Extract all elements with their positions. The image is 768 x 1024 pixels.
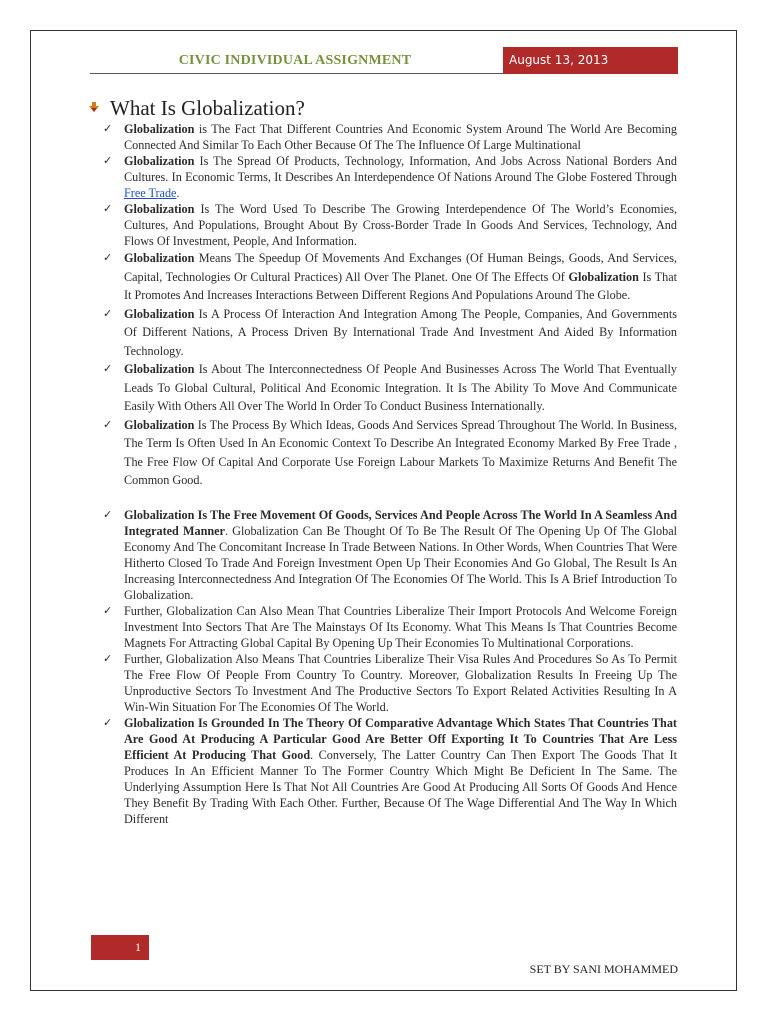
term: Globalization (124, 122, 195, 136)
list-item (103, 153, 677, 201)
term: Globalization Is The Free Movement Of Goods, Services And People Across The World In A Seamless And Integrated Manner (124, 507, 677, 538)
list-item (103, 651, 677, 715)
document-body (103, 121, 677, 827)
header-title: CIVIC INDIVIDUAL ASSIGNMENT (178, 53, 412, 68)
item-text: Is That It Promotes And Increases Interactions Between Different Regions And Populations Around The Globe. (124, 269, 677, 302)
check-icon: ✓ (103, 306, 113, 320)
item-text: Is The Spread Of Products, Technology, Information, And Jobs Across National Borders And Cultures. In Economic Terms, It Describes An Interdependence Of Nations Around The Globe Fostered Through (124, 154, 677, 184)
list-item (103, 416, 677, 490)
list-item (103, 249, 677, 305)
item-text: . Globalization Can Be Thought Of To Be The Result Of The Opening Up Of The Global Economy And The Concomitant Increase In Trade Between Nations. In Other Words, When Countries That Were Hitherto Closed To Trade And Foreign Investment Open Up Their Economies And Go Global, The Result Is An Increasing Interconnectedness And Integration Of The Economies Of The World. This Is A Brief Introduction To Globalization. (124, 523, 677, 602)
check-icon: ✓ (103, 417, 113, 431)
footer-author: SET BY SANI MOHAMMED (529, 962, 678, 976)
list-item (103, 201, 677, 249)
item-text: . Conversely, The Latter Country Can Then Export The Goods That It Produces In An Efficient Manner To The Former Country Which Might Be Deficient In The Same. The Underlying Assumption Here Is That Not All Countries Are Good At Producing All Sorts Of Goods And Hence They Benefit By Trading With Each Other. Further, Because Of The Wage Differential And The Way In Which Different (124, 747, 677, 826)
check-icon: ✓ (103, 715, 113, 729)
item-text: Is The Process By Which Ideas, Goods And Services Spread Throughout The World. In Business, The Term Is Often Used In An Economic Context To Describe An Integrated Economy Marked By Free Trade , The Free Flow Of Capital And Corporate Use Foreign Labour Markets To Maximize Returns And Benefit The Common Good. (124, 417, 677, 487)
check-icon: ✓ (103, 651, 113, 665)
header-rule (90, 73, 505, 74)
term: Globalization (124, 306, 195, 321)
list-item (103, 360, 677, 416)
list-item (103, 305, 677, 361)
page-number: 1 (91, 935, 149, 960)
check-icon: ✓ (103, 122, 113, 135)
check-icon: ✓ (103, 507, 113, 521)
item-text: Is The Word Used To Describe The Growing Interdependence Of The World’s Economies, Cultures, And Populations, Brought About By Cross-Border Trade In Goods And Services, Technology, And Flows Of Investment, People, And Information. (124, 202, 677, 248)
item-text: Further, Globalization Also Means That Countries Liberalize Their Visa Rules And Procedures So As To Permit The Free Flow Of People From Country To Country. Moreover, Globalization Results In Freeing Up The Unproductive Sectors To Investment And The Productive Sectors To Export Related Activities Resulting In A Win-Win Situation For The Economies Of The World. (124, 651, 677, 714)
term: Globalization (568, 269, 639, 284)
check-icon: ✓ (103, 154, 113, 167)
item-text: Is About The Interconnectedness Of People And Businesses Across The World That Eventually Leads To Global Cultural, Political And Economic Integration. It Is The Ability To Move And Communicate Easily With Others All Over The World In Order To Conduct Business Internationally. (124, 362, 677, 413)
list-item (103, 603, 677, 651)
arrow-down-bullet-icon (88, 94, 100, 119)
term: Globalization (124, 251, 195, 265)
free-trade-link[interactable]: Free Trade (124, 186, 177, 200)
list-item (103, 507, 677, 603)
item-text: Means The Speedup Of Movements And Exchanges (Of Human Beings, Goods, And Services, Capital, Technologies Or Cultural Practices) All Over The Planet. One Of The Effects Of (124, 251, 677, 284)
check-icon: ✓ (103, 251, 113, 264)
item-text: is The Fact That Different Countries And Economic System Around The World Are Becoming Connected And Similar To Each Other Because Of The The Influence Of Large Multinational (124, 122, 677, 152)
term: Globalization (124, 417, 195, 432)
list-item (103, 121, 677, 153)
term: Globalization Is Grounded In The Theory Of Comparative Advantage Which States That Countries That Are Good At Producing A Particular Good Are Better Off Exporting It To Countries That Are Less Efficient At Producing That Good (124, 715, 677, 762)
section-heading (88, 94, 305, 121)
list-item (103, 715, 677, 827)
check-icon: ✓ (103, 603, 113, 617)
term: Globalization (124, 202, 195, 216)
term: Globalization (124, 362, 195, 376)
item-text: Further, Globalization Can Also Mean That Countries Liberalize Their Import Protocols And Welcome Foreign Investment Into Sectors That Are The Mainstays Of Its Economy. What This Means Is That Countries Become Magnets For Attracting Global Capital By Opening Up Their Economies To Multinational Corporations. (124, 603, 677, 650)
check-icon: ✓ (103, 362, 113, 375)
term: Globalization (124, 154, 195, 168)
check-icon: ✓ (103, 202, 113, 215)
item-text: . (176, 186, 180, 200)
section-heading-text: What Is Globalization? (110, 96, 305, 120)
header-date: August 13, 2013 (503, 47, 678, 74)
item-text: Is A Process Of Interaction And Integration Among The People, Companies, And Governments Of Different Nations, A Process Driven By International Trade And Investment And Aided By Information Technology. (124, 306, 677, 358)
